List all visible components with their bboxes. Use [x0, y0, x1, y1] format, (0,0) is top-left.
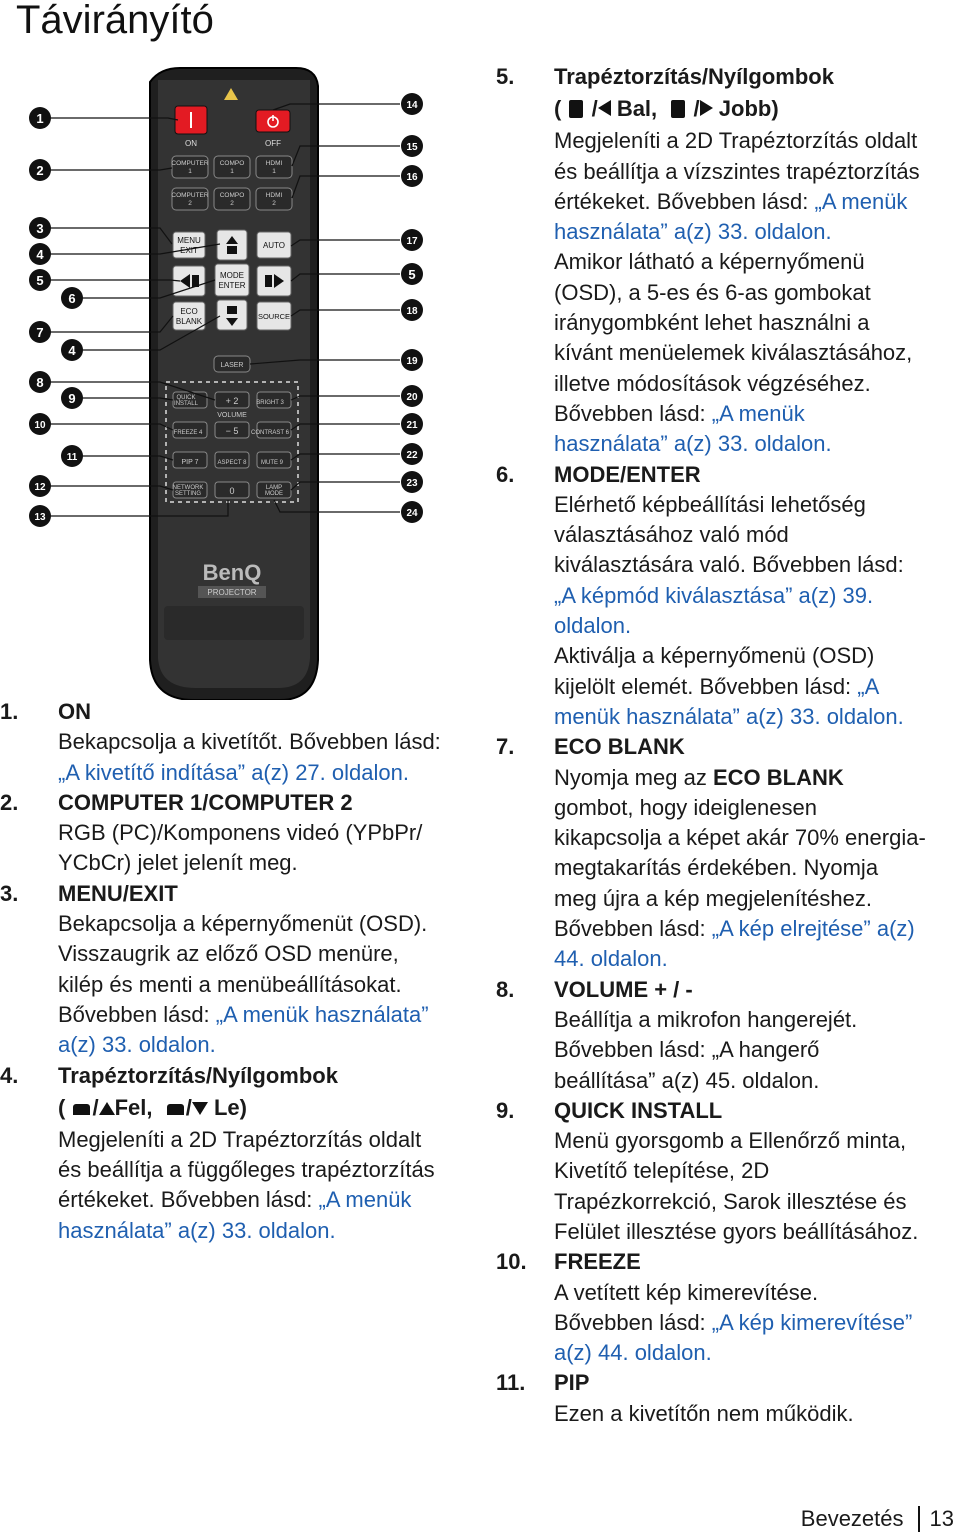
svg-text:20: 20: [406, 392, 418, 403]
item-volume: 8. VOLUME + / - Beállítja a mikrofon hangerejét. Bővebben lásd: „A hangerő beállítása” a(z) 45. oldalon.: [496, 976, 858, 1093]
item-heading: MODE/ENTER: [554, 461, 701, 487]
svg-text:PROJECTOR: PROJECTOR: [207, 588, 257, 597]
link[interactable]: menük használata” a(z) 33. oldalon.: [554, 703, 904, 729]
link[interactable]: „A menük használata”: [215, 1001, 429, 1027]
item-pip: 11. PIP Ezen a kivetítőn nem működik.: [496, 1370, 854, 1426]
item-heading: MENU/EXIT: [58, 880, 178, 906]
arrow-right-icon: [700, 100, 713, 116]
svg-text:INSTALL: INSTALL: [174, 401, 198, 407]
item-keystone-vertical: 4. Trapéztorzítás/Nyílgombok ( / Fel, / Le) Megjeleníti a 2D Trapéztorzítás oldalt és beállítja a függőleges trapéztorzítás értékeket. Bővebben lásd: „A menük használata” a(z) 33. oldalon.: [58, 1061, 488, 1246]
svg-text:11: 11: [66, 452, 78, 463]
svg-text:2: 2: [272, 200, 276, 207]
svg-text:16: 16: [406, 172, 418, 183]
item-heading: VOLUME + / -: [554, 976, 693, 1002]
svg-text:21: 21: [406, 420, 418, 431]
svg-text:MENU: MENU: [177, 236, 201, 245]
svg-text:1: 1: [230, 168, 234, 175]
svg-text:VOLUME: VOLUME: [217, 412, 247, 419]
svg-text:23: 23: [406, 478, 418, 489]
svg-text:2: 2: [36, 163, 44, 178]
svg-text:LASER: LASER: [220, 362, 244, 369]
svg-text:COMPO: COMPO: [219, 192, 245, 199]
svg-text:13: 13: [34, 512, 46, 523]
item-freeze: 10. FREEZE A vetített kép kimerevítése. Bővebben lásd: „A kép kimerevítése” a(z) 44. oldalon.: [554, 1247, 954, 1368]
remote-control-illustration: [0, 60, 480, 700]
svg-text:LAMP: LAMP: [265, 485, 283, 491]
svg-text:6: 6: [68, 291, 76, 306]
arrow-left-icon: [598, 100, 611, 116]
svg-text:5: 5: [408, 267, 416, 282]
svg-text:ENTER: ENTER: [218, 281, 246, 290]
svg-text:FREEZE 4: FREEZE 4: [173, 430, 203, 436]
item-heading: Trapéztorzítás/Nyílgombok: [58, 1062, 338, 1088]
item-mode-enter: 6. MODE/ENTER Elérhető képbeállítási lehetőség választásához való mód kiválasztására való. Bővebben lásd: „A képmód kiválasztása” a(z) 39. oldalon. Aktiválja a képernyőmenü (OSD) kijelölt elemét. Bővebben lásd: „A menük használata” a(z) 33. oldalon.: [554, 460, 954, 733]
svg-text:19: 19: [406, 356, 418, 367]
page-footer: [801, 1501, 960, 1537]
svg-text:AUTO: AUTO: [262, 241, 286, 250]
link[interactable]: oldalon.: [554, 613, 632, 639]
svg-text:MODE: MODE: [220, 271, 244, 280]
item-eco-blank: 7. ECO BLANK Nyomja meg az ECO BLANK gombot, hogy ideiglenesen kikapcsolja a képet akár 70% energia- megtakarítás érdekében. Nyomja meg újra a kép megjelenítéshez. Bővebben lásd: „A kép elrejtése” a(z) 44. oldalon.: [554, 732, 954, 974]
svg-text:8: 8: [36, 375, 44, 390]
link[interactable]: 44. oldalon.: [554, 946, 668, 972]
svg-text:4: 4: [36, 247, 44, 262]
svg-text:1: 1: [272, 168, 276, 175]
keystone-right-icon: [671, 100, 685, 118]
svg-text:ECO: ECO: [180, 307, 198, 316]
svg-text:MODE: MODE: [265, 491, 283, 497]
svg-text:COMPO: COMPO: [219, 160, 245, 167]
item-menu-exit: 3. MENU/EXIT Bekapcsolja a képernyőmenüt (OSD). Visszaugrik az előző OSD menüre, kilép és menti a menübeállításokat. Bővebben lásd: „A menük használata” a(z) 33. oldalon.: [58, 879, 488, 1061]
link[interactable]: „A kép kimerevítése”: [711, 1309, 913, 1335]
svg-text:9: 9: [68, 391, 76, 406]
footer-section: Bevezetés: [800, 1506, 904, 1531]
item-heading: ON: [58, 699, 91, 724]
svg-text:COMPUTER: COMPUTER: [171, 192, 209, 199]
link[interactable]: „A: [857, 673, 880, 699]
svg-text:4: 4: [68, 343, 76, 358]
svg-text:− 5: − 5: [225, 426, 239, 436]
svg-text:0: 0: [229, 486, 235, 496]
svg-text:10: 10: [34, 420, 46, 431]
svg-text:17: 17: [406, 236, 418, 247]
link[interactable]: „A kép elrejtése” a(z): [711, 916, 915, 942]
svg-text:5: 5: [36, 273, 44, 288]
svg-text:1: 1: [36, 111, 44, 126]
right-column: [496, 62, 954, 1429]
svg-text:HDMI: HDMI: [265, 192, 283, 199]
left-column: [0, 697, 488, 1246]
svg-text:24: 24: [406, 508, 418, 519]
item-heading: FREEZE: [554, 1249, 641, 1275]
svg-text:15: 15: [406, 142, 418, 153]
svg-text:NETWORK: NETWORK: [172, 485, 204, 491]
svg-text:22: 22: [406, 450, 418, 461]
page-number: 13: [918, 1506, 960, 1532]
svg-text:1: 1: [188, 168, 192, 175]
svg-text:BRIGHT 3: BRIGHT 3: [256, 400, 284, 406]
item-heading: PIP: [554, 1370, 590, 1396]
svg-text:BenQ: BenQ: [202, 560, 262, 585]
svg-text:ON: ON: [185, 139, 197, 148]
arrow-up-icon: [99, 1102, 115, 1115]
svg-text:MUTE 9: MUTE 9: [260, 460, 284, 466]
arrow-down-icon: [192, 1102, 208, 1115]
svg-text:COMPUTER: COMPUTER: [171, 160, 209, 167]
svg-text:18: 18: [406, 306, 418, 317]
item-keystone-horizontal: 5. Trapéztorzítás/Nyílgombok ( / Bal, / Jobb) Megjeleníti a 2D Trapéztorzítás oldalt és beállítja a vízszintes trapéztorzítás értékeket. Bővebben lásd: „A menük használata” a(z) 33. oldalon. Amikor látható a képernyőmenü (OSD), a 5-es és 6-as gombokat iránygombként lehet használni a kívánt menüelemek kiválasztásához, illetve módosítások végzéséhez. Bővebben lásd: „A menük használata” a(z) 33. oldalon.: [554, 62, 954, 460]
keystone-down-icon: [167, 1104, 184, 1115]
link[interactable]: a(z) 33. oldalon.: [58, 1032, 216, 1058]
keystone-up-icon: [73, 1104, 90, 1115]
svg-text:PIP 7: PIP 7: [181, 459, 199, 466]
svg-text:3: 3: [36, 221, 44, 236]
svg-text:CONTRAST 6: CONTRAST 6: [251, 430, 289, 436]
svg-text:ASPECT 8: ASPECT 8: [217, 460, 247, 466]
item-quick-install: 9. QUICK INSTALL Menü gyorsgomb a Ellenőrző minta, Kivetítő telepítése, 2D Trapézkorrekció, Sarok illesztése és Felület illesztése gyors beállításához.: [496, 1097, 919, 1244]
svg-text:7: 7: [36, 325, 44, 340]
link[interactable]: használata” a(z) 33. oldalon.: [554, 219, 832, 245]
keystone-left-icon: [569, 100, 583, 118]
svg-text:14: 14: [406, 100, 418, 111]
svg-text:HDMI: HDMI: [265, 160, 283, 167]
item-heading: ECO BLANK: [554, 734, 685, 760]
page-title: Távirányító: [16, 0, 214, 42]
link[interactable]: használata” a(z) 33. oldalon.: [554, 431, 832, 457]
item-on: 1. ON Bekapcsolja a kivetítőt. Bővebben lásd: „A kivetítő indítása” a(z) 27. oldalon.: [58, 697, 488, 788]
svg-text:12: 12: [34, 482, 46, 493]
svg-text:2: 2: [188, 200, 192, 207]
link[interactable]: a(z) 44. oldalon.: [554, 1340, 712, 1366]
svg-text:SETTING: SETTING: [174, 491, 202, 497]
svg-text:BLANK: BLANK: [175, 317, 203, 326]
link[interactable]: „A képmód kiválasztása” a(z) 39.: [554, 582, 874, 608]
item-heading: QUICK INSTALL: [554, 1097, 723, 1123]
svg-text:2: 2: [230, 200, 234, 207]
svg-text:EXIT: EXIT: [180, 246, 198, 255]
link[interactable]: használata” a(z) 33. oldalon.: [58, 1217, 336, 1243]
svg-text:QUICK: QUICK: [176, 395, 196, 401]
item-computer: 2. COMPUTER 1/COMPUTER 2 RGB (PC)/Komponens videó (YPbPr/ YCbCr) jelet jelenít meg.: [0, 789, 423, 876]
svg-text:OFF: OFF: [265, 139, 281, 148]
link[interactable]: „A kivetítő indítása” a(z) 27. oldalon.: [58, 759, 409, 785]
link[interactable]: „A menük: [318, 1187, 412, 1213]
item-heading: COMPUTER 1/COMPUTER 2: [58, 789, 353, 815]
svg-text:+ 2: + 2: [225, 396, 239, 406]
link[interactable]: „A menük: [814, 188, 908, 214]
item-heading: Trapéztorzítás/Nyílgombok: [554, 64, 834, 89]
svg-text:SOURCE: SOURCE: [257, 312, 291, 321]
link[interactable]: „A menük: [711, 400, 805, 426]
